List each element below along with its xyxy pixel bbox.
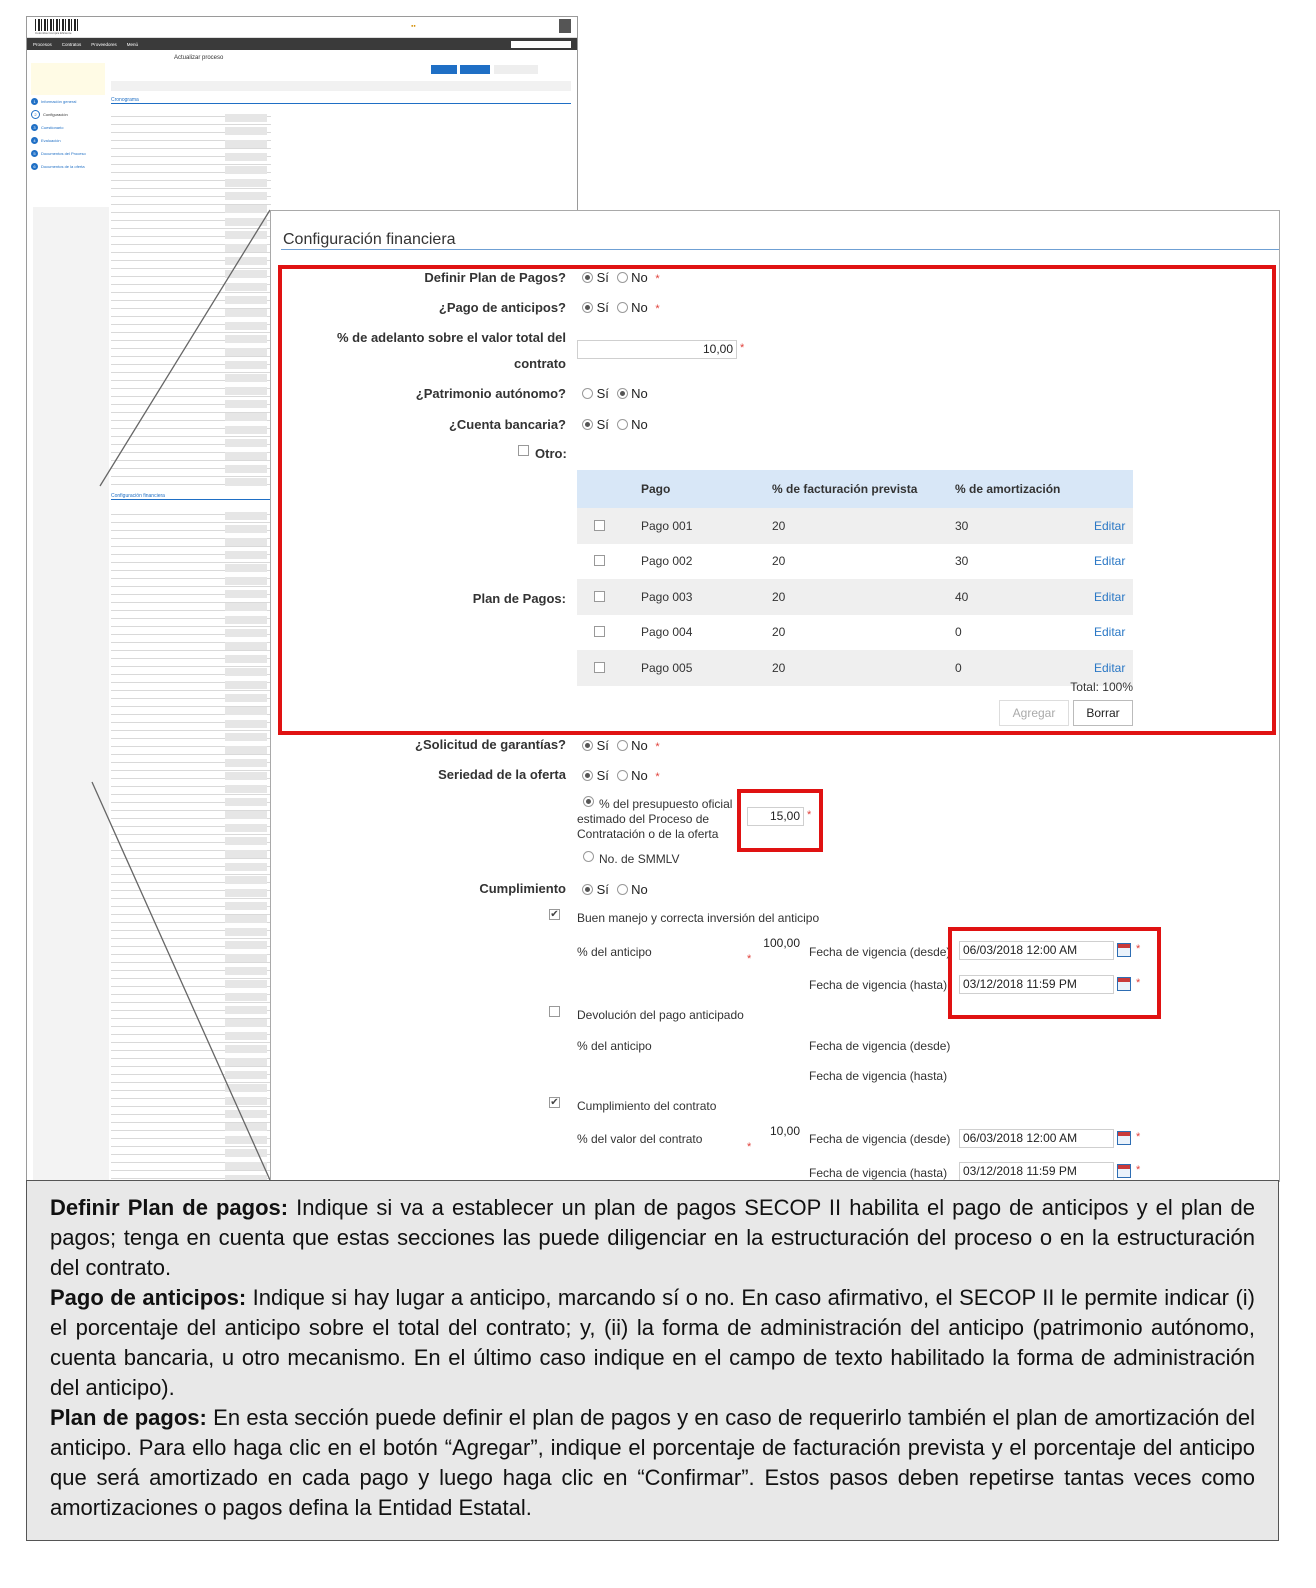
pago-cell: Pago 005: [640, 650, 771, 686]
yes-label: Sí: [596, 768, 609, 783]
cumplimiento-contrato-label: Cumplimiento del contrato: [577, 1099, 717, 1113]
seriedad-no-radio[interactable]: [617, 770, 628, 781]
delete-payment-button[interactable]: Borrar: [1073, 700, 1133, 726]
avatar: [559, 19, 571, 33]
mini-sidebar: [31, 63, 105, 173]
explanation-caption: [26, 1180, 1279, 1541]
pct-adelanto-input[interactable]: 10,00: [577, 340, 737, 359]
caption-term: Definir Plan de pagos:: [50, 1195, 289, 1220]
no-label: No: [631, 386, 648, 401]
yes-label: Sí: [596, 300, 609, 315]
required-mark: *: [747, 1141, 752, 1153]
pct-valor-contrato-label: % del valor del contrato: [577, 1132, 703, 1146]
col-facturacion: % de facturación prevista: [771, 470, 954, 508]
required-mark: *: [747, 953, 752, 965]
calendar-icon[interactable]: [1117, 1164, 1131, 1178]
mini-publish-button[interactable]: [460, 65, 490, 74]
yes-label: Sí: [596, 270, 609, 285]
cumplimiento-radio-group: [582, 882, 652, 897]
financial-config-panel: [270, 210, 1280, 1182]
yes-label: Sí: [596, 738, 609, 753]
plan-pagos-table-label: Plan de Pagos:: [472, 591, 566, 606]
cumplimiento-label: Cumplimiento: [479, 881, 566, 896]
required-mark: *: [740, 342, 745, 354]
required-mark: *: [1136, 977, 1141, 989]
pct-valor-contrato-input[interactable]: 10,00: [747, 1123, 803, 1142]
payments-total: Total: 100%: [1070, 680, 1133, 694]
garantias-radio-group: [582, 738, 660, 753]
edit-link[interactable]: Editar: [1093, 615, 1133, 651]
caption-paragraph: [50, 1283, 1255, 1403]
amortizacion-cell: 0: [954, 615, 1093, 651]
vigencia-desde-label: Fecha de vigencia (desde): [809, 945, 951, 959]
mini-logo-text: Colombia Compra Eficiente: [35, 31, 72, 35]
garantias-yes-radio[interactable]: [582, 740, 593, 751]
seriedad-yes-radio[interactable]: [582, 770, 593, 781]
devolucion-label: Devolución del pago anticipado: [577, 1008, 744, 1022]
required-mark: *: [807, 809, 812, 821]
pago-cell: Pago 004: [640, 615, 771, 651]
garantias-no-radio[interactable]: [617, 740, 628, 751]
pago-cell: Pago 001: [640, 508, 771, 544]
section-title: Configuración financiera: [283, 231, 456, 248]
cumplimiento-yes-radio[interactable]: [582, 884, 593, 895]
seriedad-label: Seriedad de la oferta: [438, 767, 566, 782]
add-payment-button[interactable]: Agregar: [999, 700, 1069, 726]
mini-form-fields: [225, 507, 267, 1187]
vigencia-hasta-label: Fecha de vigencia (hasta): [809, 1069, 948, 1083]
mini-more-button[interactable]: [494, 65, 538, 74]
yes-label: Sí: [596, 386, 609, 401]
mini-step[interactable]: 1 Información general: [31, 95, 105, 108]
pct-adelanto-label-1: % de adelanto sobre el valor total del: [336, 330, 566, 345]
calendar-icon[interactable]: [1117, 1131, 1131, 1145]
anticipos-label: ¿Pago de anticipos?: [438, 300, 566, 315]
caption-text: Indique si hay lugar a anticipo, marcando sí o no. En caso afirmativo, el SECOP II le permite indicar (i) el porcentaje del anticipo sobre el total del contrato; y, (ii) la forma de administración del anticipo (patrimonio autónomo, cuenta bancaria, u otro mecanismo. En el último caso indique en el campo de texto habilitado la forma de administración del anticipo).: [50, 1285, 1255, 1400]
no-label: No: [631, 882, 648, 897]
pct-adelanto-label-2: contrato: [514, 356, 566, 371]
caption-text: En esta sección puede definir el plan de pagos y en caso de requerirlo también el plan de amortización del anticipo. Para ello haga clic en el botón “Agregar”, indique el porcentaje de facturación prevista y el porcentaje del anticipo que será amortizado en cada pago y luego haga clic en “Confirmar”. Estos pasos deben repetirse tantas veces como amortizaciones o pagos defina la Entidad Estatal.: [50, 1405, 1255, 1520]
cuenta-label: ¿Cuenta bancaria?: [448, 417, 566, 432]
vigencia-desde-label: Fecha de vigencia (desde): [809, 1132, 951, 1146]
logo-icon: [35, 19, 79, 31]
required-mark: *: [655, 771, 660, 783]
edit-link[interactable]: Editar: [1093, 650, 1133, 686]
title-divider: [281, 249, 1279, 250]
highlight-plan-pagos: [278, 265, 1276, 735]
edit-link[interactable]: Editar: [1093, 579, 1133, 615]
required-mark: *: [655, 273, 660, 285]
highlight-vigencia-dates: [948, 927, 1161, 1019]
contrato-vigencia-desde-input[interactable]: 06/03/2018 12:00 AM: [959, 1129, 1114, 1148]
required-mark: *: [655, 741, 660, 753]
cumplimiento-contrato-checkbox[interactable]: ✔: [550, 1097, 559, 1108]
seriedad-pct-input[interactable]: 15,00: [747, 807, 804, 826]
pct-anticipo-label: % del anticipo: [577, 945, 652, 959]
plan-pagos-label: Definir Plan de Pagos?: [424, 270, 566, 285]
edit-link[interactable]: Editar: [1093, 544, 1133, 580]
mini-search-input[interactable]: [511, 41, 571, 48]
vigencia-desde-label: Fecha de vigencia (desde): [809, 1039, 951, 1053]
seriedad-pct-label-2: estimado del Proceso de: [577, 812, 710, 826]
required-mark: *: [1136, 1164, 1141, 1176]
mini-nav-item[interactable]: Contratos: [61, 41, 82, 47]
amortizacion-cell: 30: [954, 508, 1093, 544]
caption-paragraph: [50, 1403, 1255, 1523]
mini-page-title: Actualizar proceso: [174, 55, 224, 61]
col-amortizacion: % de amortización: [954, 470, 1093, 508]
vigencia-hasta-input[interactable]: 03/12/2018 11:59 PM: [959, 975, 1114, 994]
facturacion-cell: 20: [771, 615, 954, 651]
pct-anticipo-label: % del anticipo: [577, 1039, 652, 1053]
highlight-seriedad-value: [737, 789, 823, 852]
seriedad-pct-radio[interactable]: [583, 796, 594, 807]
col-pago: Pago: [640, 470, 771, 508]
caption-term: Pago de anticipos:: [50, 1285, 247, 1310]
required-mark: *: [655, 303, 660, 315]
yes-label: Sí: [596, 417, 609, 432]
seriedad-pct-label-3: Contratación o de la oferta: [577, 827, 719, 841]
vigencia-hasta-label: Fecha de vigencia (hasta): [809, 978, 948, 992]
no-label: No: [631, 768, 648, 783]
mini-alert-icon: ●●: [411, 23, 416, 28]
contrato-vigencia-hasta-input[interactable]: 03/12/2018 11:59 PM: [959, 1162, 1114, 1181]
mini-form-fields: [225, 109, 267, 489]
mini-step[interactable]: 5 Documentos del Proceso: [31, 147, 105, 160]
mini-sidebar-column: [33, 207, 109, 1189]
vigencia-hasta-label: Fecha de vigencia (hasta): [809, 1166, 948, 1180]
mini-info-bar: [111, 81, 571, 91]
seriedad-radio-group: [582, 768, 660, 783]
mini-step[interactable]: 3 Cuestionario: [31, 121, 105, 134]
mini-nav-item[interactable]: Procesos: [33, 41, 52, 47]
pago-cell: Pago 002: [640, 544, 771, 580]
no-label: No: [631, 270, 648, 285]
no-label: No: [631, 738, 648, 753]
mini-step[interactable]: 6 Documentos de la oferta: [31, 160, 105, 173]
mini-nav: [27, 38, 577, 50]
facturacion-cell: 20: [771, 508, 954, 544]
caption-paragraph: [50, 1193, 1255, 1283]
amortizacion-cell: 40: [954, 579, 1093, 615]
facturacion-cell: 20: [771, 650, 954, 686]
amortizacion-cell: 0: [954, 650, 1093, 686]
caption-term: Plan de pagos:: [50, 1405, 207, 1430]
otro-label: Otro:: [535, 446, 567, 461]
mini-nav-item[interactable]: Proveedores: [91, 41, 117, 47]
required-mark: *: [1136, 1131, 1141, 1143]
mini-side-note: [31, 63, 105, 95]
no-label: No: [631, 300, 648, 315]
required-mark: *: [1136, 943, 1141, 955]
mini-section-cronograma: Cronograma: [111, 97, 571, 104]
yes-label: Sí: [596, 882, 609, 897]
buen-manejo-checkbox[interactable]: ✔: [550, 909, 559, 920]
no-label: No: [631, 417, 648, 432]
facturacion-cell: 20: [771, 544, 954, 580]
edit-link[interactable]: Editar: [1093, 508, 1133, 544]
smmlv-label: No. de SMMLV: [599, 852, 680, 866]
smmlv-radio[interactable]: [583, 851, 594, 862]
mini-step[interactable]: 4 Evaluación: [31, 134, 105, 147]
mini-header: [27, 17, 577, 38]
mini-section-config: Configuración financiera: [111, 493, 271, 500]
caption-text: Indique si va a establecer un plan de pagos SECOP II habilita el pago de anticipos y el plan de pagos; tenga en cuenta que estas secciones las puede diligenciar en la estructuración del proceso o en la estructuración del contrato.: [50, 1195, 1255, 1280]
buen-manejo-label: Buen manejo y correcta inversión del anticipo: [577, 911, 820, 925]
facturacion-cell: 20: [771, 579, 954, 615]
patrimonio-label: ¿Patrimonio autónomo?: [415, 386, 566, 401]
vigencia-desde-input[interactable]: 06/03/2018 12:00 AM: [959, 941, 1114, 960]
cumplimiento-no-radio[interactable]: [617, 884, 628, 895]
seriedad-pct-label-1: % del presupuesto oficial: [599, 797, 733, 811]
garantias-label: ¿Solicitud de garantías?: [415, 737, 566, 752]
mini-step[interactable]: 2 Configuración: [31, 108, 105, 121]
pct-anticipo-input[interactable]: 100,00: [747, 935, 803, 954]
mini-save-button[interactable]: [431, 65, 457, 74]
amortizacion-cell: 30: [954, 544, 1093, 580]
pago-cell: Pago 003: [640, 579, 771, 615]
devolucion-checkbox[interactable]: [549, 1006, 560, 1017]
mini-nav-item[interactable]: Menú: [126, 41, 139, 47]
